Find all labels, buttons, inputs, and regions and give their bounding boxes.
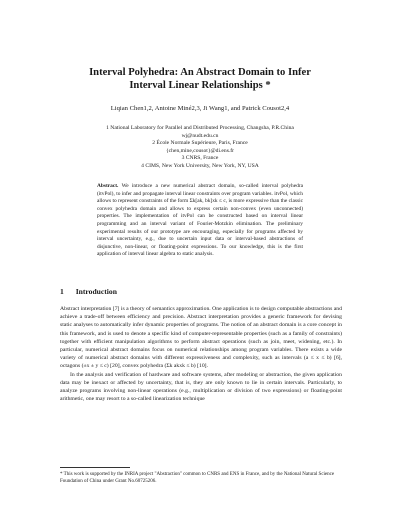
paragraph-1: Abstract interpretation [7] is a theory of semantics approximation. One application is to design computable abstractions and achieve a trade-off between efficiency and precision. Abstract interpretation provides a generic framework for devising static analyses to automatically infer dynamic properties of programs. The notion of an abstract domain is a core concept in this framework, and is used to denote a specific kind of computer-representable properties (such as a family of constraints) together with efficient manipulation algorithms to perform abstract operations (such as join, meet, widening, etc.). In particular, numerical abstract domains focus on numerical relationships among program variables. There exists a wide variety of numerical abstract domains with different expressiveness and complexity, such as intervals (a ≤ x ≤ b) [6], octagons (±x ± y ≤ c) [20], convex polyhedra (Σk akxk ≤ b) [10]. bbox=[60, 306, 342, 370]
abstract-text: We introduce a new numerical abstract domain, so-called interval polyhedra (itvPol), to infer and propagate interval linear constraints over program variables. itvPol, which allows to represent constraints of the form Σk[ak, bk]xk ≤ c, is more expressive than the classic convex polyhedra domain and allows to express certain non-convex (even unconnected) properties. The implementation of itvPol can be constructed based on interval linear programming and an interval variant of Fourier-Motzkin elimination. The preliminary experimental results of our prototype are encouraging, especially for programs affected by interval uncertainty, e.g., due to uncertain input data or interval-based abstractions of disjunctive, non-linear, or floating-point expressions. To our knowledge, this is the first application of interval linear algebra to static analysis. bbox=[97, 183, 303, 258]
title-line-1: Interval Polyhedra: An Abstract Domain to Infer bbox=[89, 67, 311, 78]
paper-title bbox=[60, 66, 340, 92]
section-heading bbox=[60, 287, 117, 296]
paragraph-2: In the analysis and verification of hardware and software systems, after modeling or abstraction, the given application data may be inexact or affected by uncertainty, that is, they are only known to lie in certain intervals. Particularly, to analyze programs involving non-linear operations (e.g., multiplication or division of two expressions) or floating-point arithmetic, one may resort to a so-called linearization technique bbox=[60, 371, 342, 403]
footnote-rule bbox=[60, 467, 130, 468]
section-title: Introduction bbox=[75, 287, 117, 296]
footnote: * This work is supported by the INRIA project "Abstraction" common to CNRS and ENS in France, and by the National Natural Science Foundation of China under Grant No.60725206. bbox=[60, 472, 335, 485]
affiliation-2: 2 École Normale Supérieure, Paris, France bbox=[152, 140, 248, 147]
title-line-2: Interval Linear Relationships * bbox=[129, 80, 271, 91]
abstract bbox=[97, 183, 303, 259]
body-text bbox=[60, 305, 342, 403]
author-list: Liqian Chen1,2, Antoine Miné2,3, Ji Wang1, and Patrick Cousot2,4 bbox=[110, 105, 290, 112]
affiliation-1-email: wj@nudt.edu.cn bbox=[181, 132, 219, 139]
affiliation-4: 4 CIMS, New York University, New York, NY, USA bbox=[141, 162, 259, 169]
affiliation-1: 1 National Laboratory for Parallel and Distributed Processing, Changsha, P.R.China bbox=[106, 125, 294, 131]
affiliations bbox=[70, 125, 330, 171]
affiliation-2-email: {chen,mine,cousot}@di.ens.fr bbox=[166, 147, 234, 154]
affiliation-3: 3 CNRS, France bbox=[181, 155, 219, 162]
abstract-label: Abstract. bbox=[97, 183, 119, 189]
section-number: 1 bbox=[60, 287, 64, 296]
